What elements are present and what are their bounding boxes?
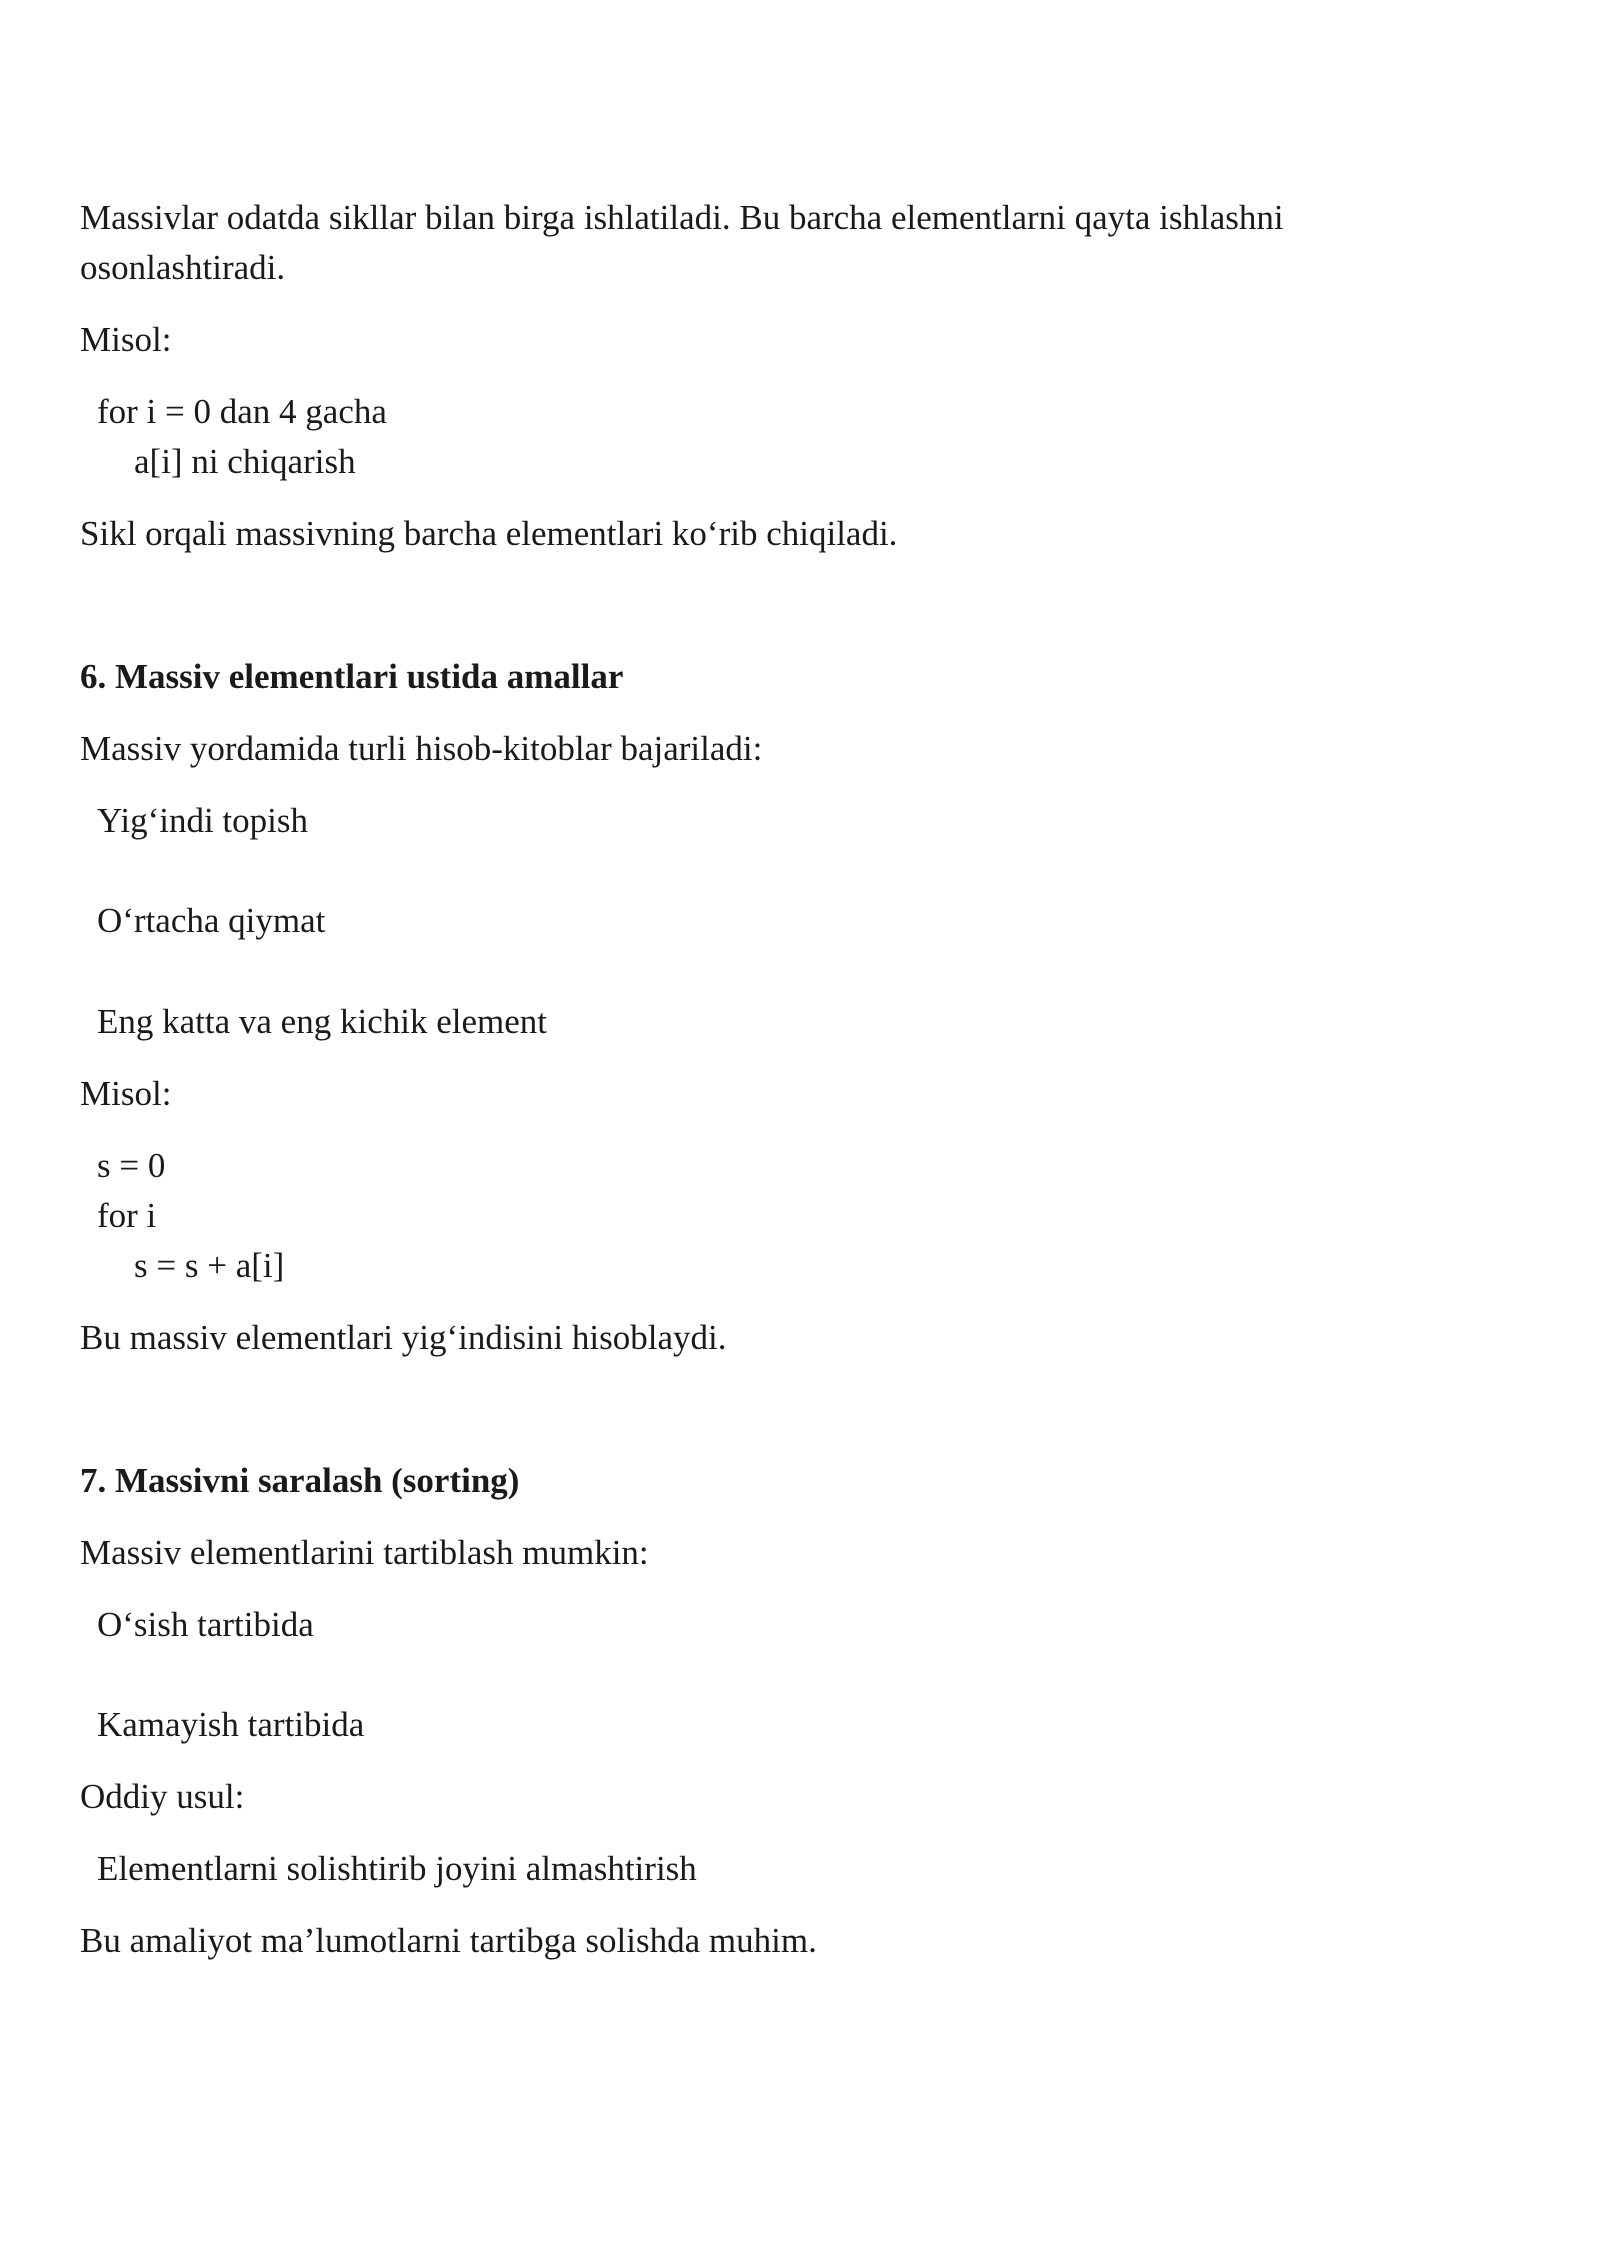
- code-line: for i = 0 dan 4 gacha: [97, 392, 387, 431]
- code-line: s = s + a[i]: [134, 1246, 285, 1285]
- example-label: Misol:: [80, 1074, 172, 1113]
- list-item: O‘rtacha qiymat: [97, 901, 326, 940]
- paragraph-line: Massiv yordamida turli hisob-kitoblar bajariladi:: [80, 729, 763, 768]
- method-label: Oddiy usul:: [80, 1777, 245, 1816]
- list-item: O‘sish tartibida: [97, 1605, 314, 1644]
- conclusion-text: Bu amaliyot ma’lumotlarni tartibga solishda muhim.: [80, 1921, 817, 1960]
- paragraph-line: Massiv elementlarini tartiblash mumkin:: [80, 1533, 649, 1572]
- list-item: Kamayish tartibida: [97, 1705, 365, 1744]
- conclusion-text: Sikl orqali massivning barcha elementlari ko‘rib chiqiladi.: [80, 514, 898, 553]
- code-line: a[i] ni chiqarish: [134, 442, 356, 481]
- example-label: Misol:: [80, 320, 172, 359]
- conclusion-text: Bu massiv elementlari yig‘indisini hisoblaydi.: [80, 1318, 727, 1357]
- paragraph-line: osonlashtiradi.: [80, 248, 286, 287]
- code-line: for i: [97, 1196, 157, 1235]
- list-item: Eng katta va eng kichik element: [97, 1002, 547, 1041]
- section-heading: 6. Massiv elementlari ustida amallar: [80, 657, 624, 696]
- section-heading: 7. Massivni saralash (sorting): [80, 1461, 520, 1500]
- paragraph-line: Massivlar odatda sikllar bilan birga ishlatiladi. Bu barcha elementlarni qayta ishlashni: [80, 198, 1284, 237]
- code-line: s = 0: [97, 1146, 166, 1185]
- method-text: Elementlarni solishtirib joyini almashtirish: [97, 1849, 697, 1888]
- list-item: Yig‘indi topish: [97, 801, 308, 840]
